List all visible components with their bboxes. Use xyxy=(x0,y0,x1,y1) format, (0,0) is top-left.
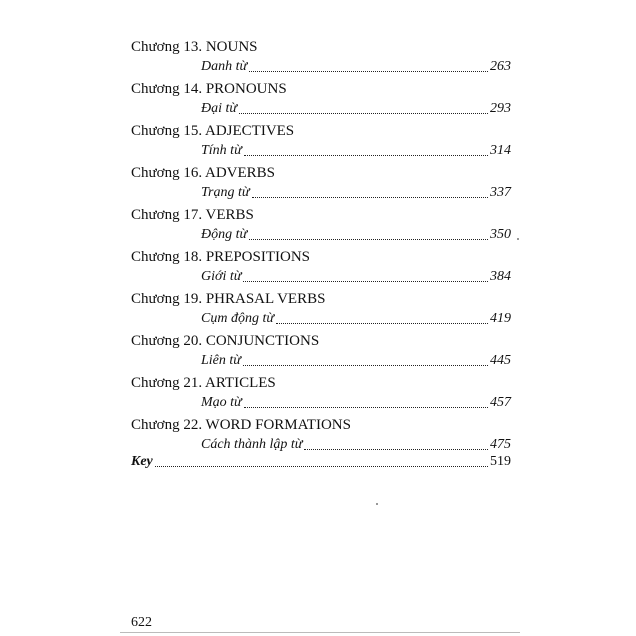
toc-entry xyxy=(131,248,511,290)
chapter-subtitle-row xyxy=(201,310,511,328)
page-number: 519 xyxy=(490,454,511,469)
chapter-subtitle-row xyxy=(201,100,511,118)
chapter-title: Chương 17. VERBS xyxy=(131,207,254,223)
chapter-subtitle: Cụm động từ xyxy=(201,311,274,326)
page-number: 337 xyxy=(490,185,511,200)
chapter-subtitle-row xyxy=(201,142,511,160)
toc-entry xyxy=(131,332,511,374)
chapter-subtitle-row xyxy=(201,268,511,286)
key-label: Key xyxy=(131,454,153,469)
chapter-subtitle: Mạo từ xyxy=(201,395,242,410)
page-number: 475 xyxy=(490,437,511,452)
toc-entry xyxy=(131,206,511,248)
chapter-title: Chương 13. NOUNS xyxy=(131,39,258,55)
page-number: 457 xyxy=(490,395,511,410)
page-number: 419 xyxy=(490,311,511,326)
dot-leader xyxy=(276,322,488,324)
dot-leader xyxy=(249,70,488,72)
chapter-title: Chương 22. WORD FORMATIONS xyxy=(131,417,351,433)
page-number: 445 xyxy=(490,353,511,368)
chapter-subtitle-row xyxy=(201,226,511,244)
dot-leader xyxy=(244,154,488,156)
dot-leader xyxy=(304,448,488,450)
chapter-title: Chương 19. PHRASAL VERBS xyxy=(131,291,326,307)
toc-entry xyxy=(131,416,511,458)
toc-key-entry xyxy=(131,453,511,471)
chapter-subtitle-row xyxy=(201,58,511,76)
page-number: 263 xyxy=(490,59,511,74)
chapter-title: Chương 15. ADJECTIVES xyxy=(131,123,295,139)
print-speck xyxy=(517,238,519,240)
chapter-subtitle: Trạng từ xyxy=(201,185,250,200)
table-of-contents xyxy=(131,38,511,458)
dot-leader xyxy=(155,465,488,467)
dot-leader xyxy=(244,406,488,408)
page-number: 293 xyxy=(490,101,511,116)
chapter-subtitle-row xyxy=(201,184,511,202)
chapter-subtitle: Động từ xyxy=(201,227,248,242)
dot-leader xyxy=(249,238,488,240)
chapter-subtitle: Liên từ xyxy=(201,353,241,368)
dot-leader xyxy=(239,112,488,114)
dot-leader xyxy=(252,196,489,198)
chapter-subtitle-row xyxy=(201,394,511,412)
chapter-subtitle-row xyxy=(201,436,511,454)
chapter-subtitle-row xyxy=(201,352,511,370)
chapter-subtitle: Giới từ xyxy=(201,269,242,284)
dot-leader xyxy=(243,364,488,366)
toc-entry xyxy=(131,122,511,164)
page-folio: 622 xyxy=(131,615,152,630)
toc-entry xyxy=(131,80,511,122)
chapter-title: Chương 16. ADVERBS xyxy=(131,165,276,181)
toc-entry xyxy=(131,374,511,416)
page-number: 384 xyxy=(490,269,511,284)
chapter-subtitle: Đại từ xyxy=(201,101,238,116)
page-number: 350 xyxy=(490,227,511,242)
chapter-subtitle: Danh từ xyxy=(201,59,248,74)
toc-entry xyxy=(131,164,511,206)
dot-leader xyxy=(243,280,488,282)
chapter-title: Chương 21. ARTICLES xyxy=(131,375,276,391)
chapter-title: Chương 18. PREPOSITIONS xyxy=(131,249,311,265)
page-number: 314 xyxy=(490,143,511,158)
toc-entry xyxy=(131,290,511,332)
page-edge-line xyxy=(120,632,520,633)
chapter-subtitle: Tính từ xyxy=(201,143,242,158)
toc-entry xyxy=(131,38,511,80)
chapter-title: Chương 20. CONJUNCTIONS xyxy=(131,333,320,349)
chapter-subtitle: Cách thành lập từ xyxy=(201,437,303,452)
chapter-title: Chương 14. PRONOUNS xyxy=(131,81,287,97)
print-speck xyxy=(376,503,378,505)
